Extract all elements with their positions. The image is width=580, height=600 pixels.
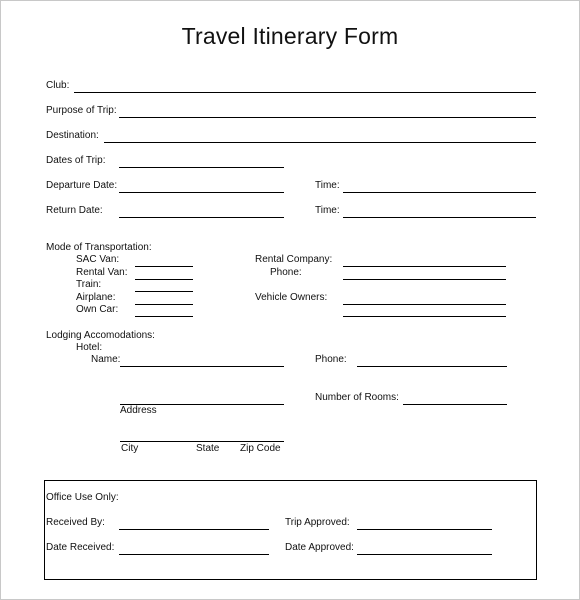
rental-company-label: Rental Company: (255, 254, 333, 265)
received-by-field[interactable] (119, 529, 269, 530)
return-date-label: Return Date: (46, 205, 103, 216)
received-by-label: Received By: (46, 517, 105, 528)
rental-van-field[interactable] (135, 279, 193, 280)
train-label: Train: (76, 279, 102, 290)
rental-van-label: Rental Van: (76, 267, 128, 278)
vehicle-owners-field[interactable] (343, 304, 506, 305)
hotel-name-label: Name: (91, 354, 121, 365)
rooms-field[interactable] (403, 404, 507, 405)
own-car-label: Own Car: (76, 304, 119, 315)
club-field[interactable] (74, 92, 536, 93)
rental-company-field[interactable] (343, 266, 506, 267)
airplane-label: Airplane: (76, 292, 116, 303)
rooms-label: Number of Rooms: (315, 392, 399, 403)
date-approved-label: Date Approved: (285, 542, 354, 553)
dates-label: Dates of Trip: (46, 155, 106, 166)
departure-date-label: Departure Date: (46, 180, 118, 191)
trip-approved-label: Trip Approved: (285, 517, 350, 528)
vehicle-owners-field-2[interactable] (343, 316, 506, 317)
state-label: State (196, 443, 220, 454)
own-car-field[interactable] (135, 316, 193, 317)
hotel-phone-label: Phone: (315, 354, 347, 365)
dates-field[interactable] (119, 167, 284, 168)
train-field[interactable] (135, 291, 193, 292)
sac-van-field[interactable] (135, 266, 193, 267)
hotel-name-field[interactable] (120, 366, 284, 367)
purpose-label: Purpose of Trip: (46, 105, 117, 116)
sac-van-label: SAC Van: (76, 254, 120, 265)
rental-phone-field[interactable] (343, 279, 506, 280)
lodging-heading: Lodging Accomodations: (46, 330, 155, 341)
page-title: Travel Itinerary Form (181, 23, 399, 49)
transportation-heading: Mode of Transportation: (46, 242, 152, 253)
departure-time-label: Time: (315, 180, 340, 191)
date-received-label: Date Received: (46, 542, 115, 553)
rental-phone-label: Phone: (270, 267, 302, 278)
return-time-field[interactable] (343, 217, 536, 218)
destination-label: Destination: (46, 130, 99, 141)
departure-date-field[interactable] (119, 192, 284, 193)
hotel-phone-field[interactable] (357, 366, 507, 367)
city-label: City (121, 443, 139, 454)
city-state-zip-field[interactable] (120, 441, 284, 442)
office-heading: Office Use Only: (46, 492, 119, 503)
date-approved-field[interactable] (357, 554, 492, 555)
vehicle-owners-label: Vehicle Owners: (255, 292, 328, 303)
date-received-field[interactable] (119, 554, 269, 555)
address-label: Address (120, 405, 157, 416)
zip-label: Zip Code (240, 443, 281, 454)
departure-time-field[interactable] (343, 192, 536, 193)
return-date-field[interactable] (119, 217, 284, 218)
trip-approved-field[interactable] (357, 529, 492, 530)
club-label: Club: (46, 80, 70, 91)
airplane-field[interactable] (135, 304, 193, 305)
hotel-label: Hotel: (76, 342, 103, 353)
destination-field[interactable] (104, 142, 536, 143)
return-time-label: Time: (315, 205, 340, 216)
purpose-field[interactable] (119, 117, 536, 118)
